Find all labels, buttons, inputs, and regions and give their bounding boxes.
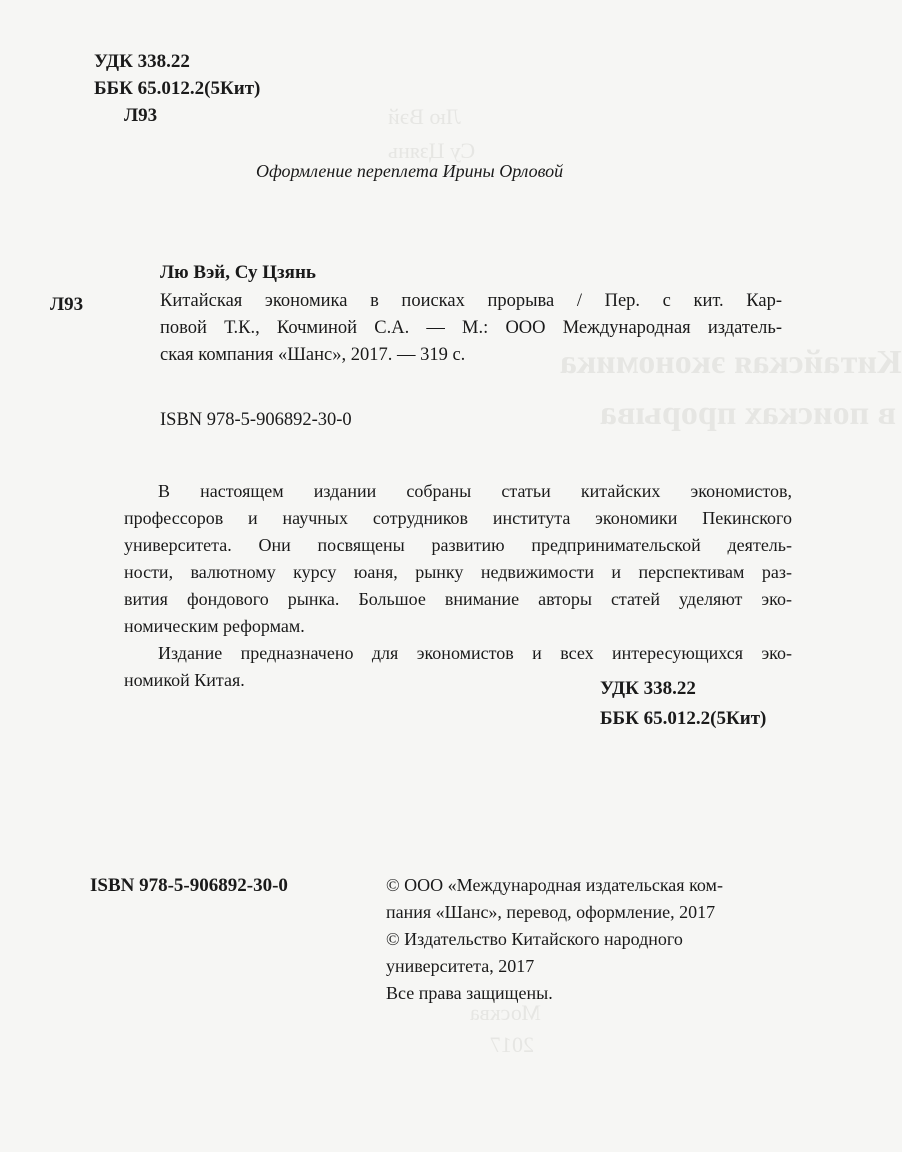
book-imprint-page: Лю Вэй Су Цзянь Китайская экономика в поисках прорыва Москва 2017 УДК 338.22 ББК 65.012.2(5Кит) Л93 Оформление переплета Ирины Орловой Лю Вэй, Су Цзянь Л93 Китайская экономика в поисках прорыва / Пер. с кит. Кар- повой Т.К., Кочминой С.А. — М.: ООО Международная издатель- ская компания «Шанс», 2017. — 319 с. ISBN 978-5-906892-30-0 В настоящем издании собраны статьи китайских экономистов, профессоров и научных сотрудников института экономики Пекинского университета. Они посвящены развитию предпринимательской деятель- ности, валютному курсу юаня, рынку недвижимости и перспективам раз- вития фондового рынка. Большое внимание авторы статей уделяют эко- номическим реформам. Издание предназначено для экономистов и всех интересующихся эко- номикой Китая. УДК 338.22 ББК 65.012.2(5Кит) ISBN 978-5-906892-30-0 © ООО «Международная издательская ком- пания «Шанс», перевод, оформление, 2017 © Издательство Китайского народного университета, 2017 Все права защищены. bbox=[0, 0, 800, 1152]
author-mark-left: Л93 bbox=[50, 294, 84, 315]
authors: Лю Вэй, Су Цзянь bbox=[160, 262, 316, 283]
annotation-line: ности, валютному курсу юаня, рынку недвижимости и перспективам раз- bbox=[124, 562, 792, 582]
copyright-line: Все права защищены. bbox=[386, 983, 553, 1003]
annotation-line: профессоров и научных сотрудников института экономики Пекинского bbox=[124, 508, 792, 528]
copyright-line: пания «Шанс», перевод, оформление, 2017 bbox=[386, 902, 716, 922]
annotation-line: В настоящем издании собраны статьи китайских экономистов, bbox=[158, 481, 792, 501]
author-mark: Л93 bbox=[124, 105, 158, 126]
classification-top bbox=[94, 48, 260, 129]
classification-bottom bbox=[600, 674, 766, 734]
annotation-line: Издание предназначено для экономистов и всех интересующихся эко- bbox=[158, 643, 792, 663]
copyright-line: университета, 2017 bbox=[386, 956, 535, 976]
designer-credit: Оформление переплета Ирины Орловой bbox=[256, 161, 564, 181]
copyright-notice bbox=[386, 872, 766, 1007]
bib-line: Китайская экономика в поисках прорыва / Пер. с кит. Кар- bbox=[160, 291, 782, 311]
udk-code: УДК 338.22 bbox=[94, 51, 190, 72]
isbn-entry: ISBN 978-5-906892-30-0 bbox=[160, 410, 352, 430]
annotation-line: университета. Они посвящены развитию предпринимательской деятель- bbox=[124, 535, 792, 555]
annotation-line: вития фондового рынка. Большое внимание авторы статей уделяют эко- bbox=[124, 589, 792, 609]
copyright-line: © ООО «Международная издательская ком- bbox=[386, 875, 723, 895]
copyright-line: © Издательство Китайского народного bbox=[386, 929, 683, 949]
udk-code: УДК 338.22 bbox=[600, 678, 696, 699]
bbk-code: ББК 65.012.2(5Кит) bbox=[600, 708, 767, 729]
bib-line: повой Т.К., Кочминой С.А. — М.: ООО Международная издатель- bbox=[160, 318, 782, 338]
annotation-line: номическим реформам. bbox=[124, 616, 305, 636]
isbn-bottom: ISBN 978-5-906892-30-0 bbox=[90, 875, 288, 896]
annotation-line: номикой Китая. bbox=[124, 670, 245, 690]
annotation bbox=[124, 478, 792, 694]
bibliographic-description bbox=[160, 288, 782, 369]
bbk-code: ББК 65.012.2(5Кит) bbox=[94, 78, 261, 99]
bib-line: ская компания «Шанс», 2017. — 319 с. bbox=[160, 345, 466, 365]
